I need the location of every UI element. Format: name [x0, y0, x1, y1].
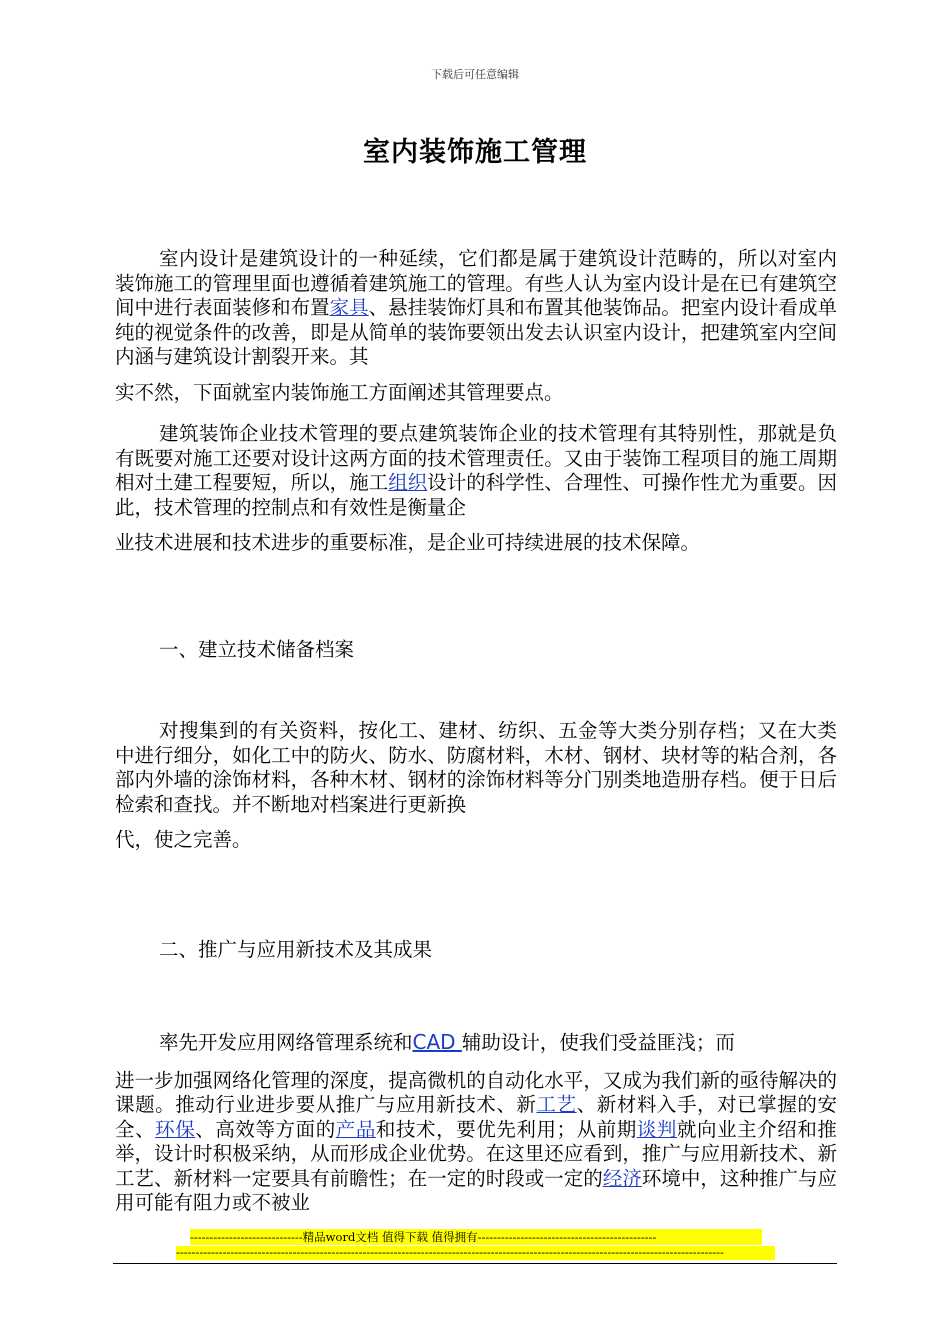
paragraph-text: 设计的科学性、合理性、可操作性尤为重要。因此，技术管理的控制点和有效性是衡量企: [115, 471, 837, 519]
paragraph-text: 、高效等方面的: [195, 1117, 336, 1141]
paragraph-text: 建筑装饰企业技术管理的要点建筑装饰企业的技术管理有其特别性，那就是负有既要对施工还要对设计这两方面的技术管理责任。又由于装饰工程项目的施工周期相对土建工程要短，所以，施工: [115, 422, 837, 494]
section-heading-1: 一、建立技术储备档案: [159, 638, 355, 661]
footer-divider: [113, 1263, 837, 1264]
page-title: 室内装饰施工管理: [363, 137, 587, 168]
paragraph-text: 、悬挂装饰灯具和布置其他装饰品。把室内设计看成单纯的视觉条件的改善，即是从简单的装饰要领出发去认识室内设计，把建筑室内空间内涵与建筑设计割裂开来。其: [115, 296, 837, 368]
section-heading-2: 二、推广与应用新技术及其成果: [159, 938, 433, 961]
paragraph-text: 室内设计是建筑设计的一种延续，它们都是属于建筑设计范畴的，所以对室内装饰施工的管理里面也遵循着建筑施工的管理。有些人认为室内设计是在已有建筑空间中进行表面装修和布置: [115, 247, 837, 319]
link-organization[interactable]: 组织: [388, 471, 428, 494]
paragraph-archive: [115, 719, 837, 853]
link-product[interactable]: 产品: [335, 1117, 376, 1141]
paragraph-text: 辅助设计，使我们受益匪浅；而: [461, 1031, 735, 1054]
paragraph-intro: [115, 247, 837, 405]
link-furniture[interactable]: 家具: [329, 296, 369, 319]
paragraph-text: 、新材料入手，对已掌握的安全、: [115, 1093, 837, 1141]
paragraph-text: 环境中，这种推广与应用可能有阻力或不被业: [115, 1166, 837, 1214]
paragraph-text: 就向业主介绍和推举，设计时积极采纳，从而形成企业优势。在这里还应看到，推广与应用新技术、新工艺、新材料一定要具有前瞻性；在一定的时段或一定的: [115, 1117, 837, 1190]
paragraph-last-line: 代，使之完善。: [115, 828, 252, 851]
header-note: 下载后可任意编辑: [431, 68, 519, 81]
paragraph-text: 对搜集到的有关资料，按化工、建材、纺织、五金等大类分别存档；又在大类中进行细分，如化工中的防火、防水、防腐材料，木材、钢材、块材等的粘合剂，各部内外墙的涂饰材料，各种木材、钢材的涂饰材料等分门别类地造册存档。便于日后检索和查找。并不断地对档案进行更新换: [115, 719, 837, 816]
link-negotiation[interactable]: 谈判: [636, 1117, 677, 1141]
footer-banner: -----------------------------精品word文档 值得下载 值得拥有----------------------------------------------: [190, 1229, 762, 1245]
paragraph-text: 率先开发应用网络管理系统和: [159, 1031, 413, 1054]
footer-dashes: ---------------------------------------------------------------------------------------------------------------------------------------------: [176, 1246, 775, 1260]
paragraph-text: 进一步加强网络化管理的深度，提高微机的自动化水平，又成为我们新的亟待解决的课题。推动行业进步要从推广与应用新技术、新: [115, 1068, 837, 1116]
link-cad[interactable]: CAD: [412, 1030, 462, 1054]
paragraph-tech-management: [115, 422, 837, 556]
link-economy[interactable]: 经济: [602, 1166, 642, 1190]
paragraph-last-line: 业技术进展和技术进步的重要标准，是企业可持续进展的技术保障。: [115, 531, 701, 554]
link-craft[interactable]: 工艺: [536, 1093, 577, 1116]
paragraph-text: 和技术，要优先利用；从前期: [375, 1117, 637, 1141]
paragraph-new-technology: [115, 1030, 837, 1216]
paragraph-last-line: 实不然，下面就室内装饰施工方面阐述其管理要点。: [115, 380, 564, 404]
link-environment[interactable]: 环保: [155, 1117, 196, 1141]
